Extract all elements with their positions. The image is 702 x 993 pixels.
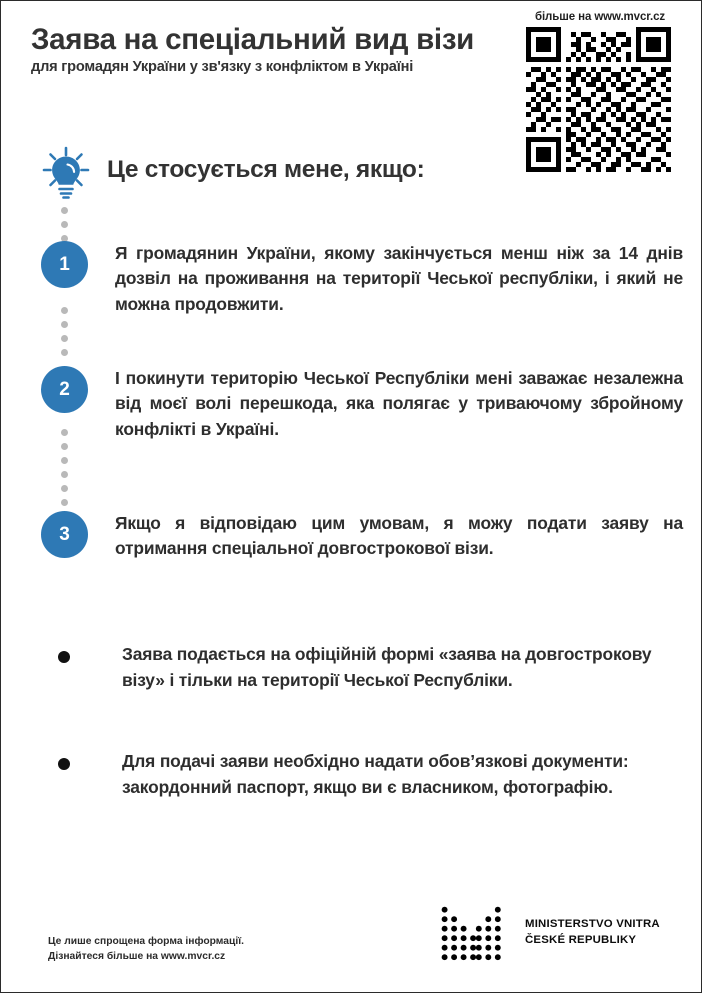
qr-caption: більше на www.mvcr.cz: [534, 11, 666, 23]
step-number-badge: 3: [41, 511, 88, 558]
step-number-badge: 1: [41, 241, 88, 288]
step-item-3: [41, 511, 683, 562]
step-item-2: [41, 366, 683, 442]
page-subtitle: для громадян України у зв'язку з конфліктом в Україні: [31, 59, 414, 76]
footer-note-line2: Дізнайтеся більше на www.mvcr.cz: [48, 950, 226, 962]
step-text: І покинути територію Чеської Республіки мені заважає незалежна від моєї волі перешкода, яка полягає у триваючому збройному конфлікті в Україні.: [115, 368, 683, 439]
bullet-dot-icon: [58, 651, 70, 663]
connector-dot: [61, 335, 68, 342]
step-item-1: [41, 241, 683, 317]
lightbulb-icon: [37, 144, 95, 202]
qr-code-icon: [526, 27, 671, 172]
footer-note: [48, 935, 244, 965]
header: [31, 23, 531, 75]
list-item: [41, 749, 683, 801]
connector-dot: [61, 471, 68, 478]
ministry-logo-line1: MINISTERSTVO VNITRA: [525, 918, 660, 931]
page-title: Заява на спеціальний вид візи: [31, 23, 475, 56]
footer-note-line1: Це лише спрощена форма інформації.: [48, 936, 244, 947]
section-heading: Це стосується мене, якщо:: [107, 156, 425, 183]
connector-dot: [61, 221, 68, 228]
bullet-dot-icon: [58, 758, 70, 770]
qr-block: [526, 11, 674, 172]
connector-dot: [61, 321, 68, 328]
connector-dot: [61, 207, 68, 214]
connector-dot: [61, 457, 68, 464]
connector-dot: [61, 443, 68, 450]
step-number-badge: 2: [41, 366, 88, 413]
bullet-text: Заява подається на офіційній формі «заява на довгострокову візу» і тільки на території Чеської Республіки.: [122, 644, 652, 690]
step-text: Якщо я відповідаю цим умовам, я можу подати заяву на отримання спеціальної довгострокової візи.: [115, 513, 683, 559]
step-text: Я громадянин України, якому закінчується менш ніж за 14 днів дозвіл на проживання на території Чеської республіки, і який не можна продовжити.: [115, 243, 683, 314]
bullet-text: Для подачі заяви необхідно надати обов’язкові документи: закордонний паспорт, якщо ви є власником, фотографію.: [122, 751, 629, 797]
list-item: [41, 642, 683, 694]
ministry-dot-matrix-logo: [437, 904, 513, 961]
connector-dot: [61, 499, 68, 506]
ministry-logo-text: [525, 917, 660, 948]
ministry-logo-line2: ČESKÉ REPUBLIKY: [525, 933, 637, 946]
ministry-logo: [437, 904, 660, 961]
connector-dot: [61, 349, 68, 356]
connector-dot: [61, 485, 68, 492]
